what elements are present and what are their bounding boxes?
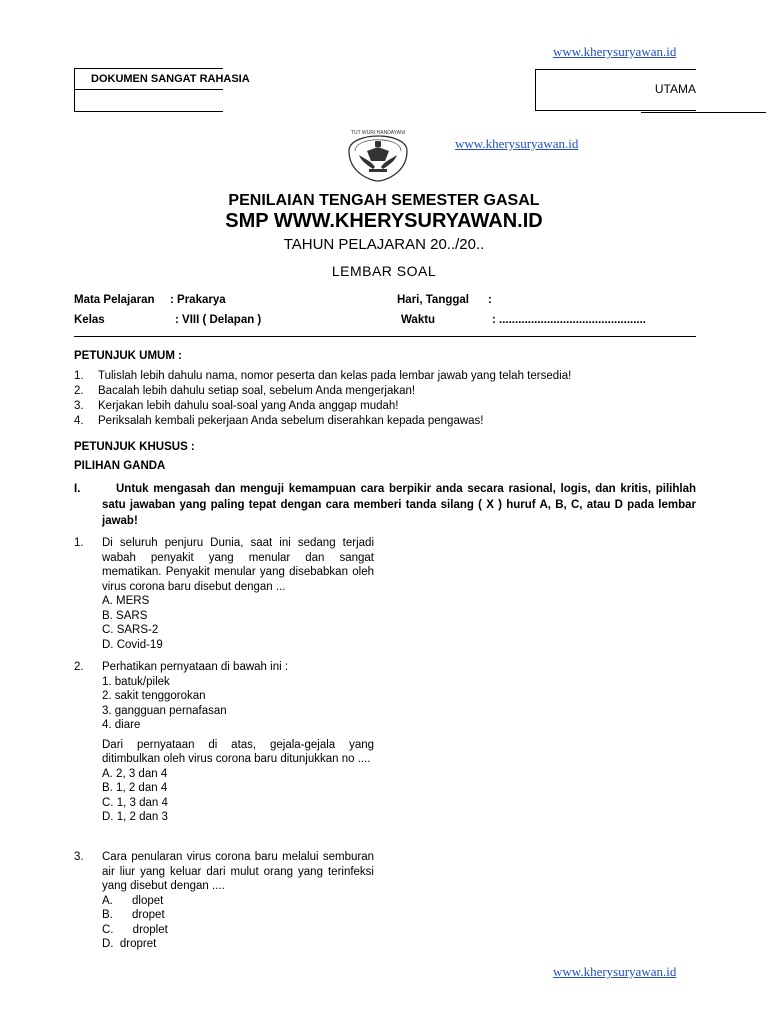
logo-website-link[interactable]: www.kherysuryawan.id bbox=[455, 136, 579, 151]
exam-title: PENILAIAN TENGAH SEMESTER GASAL bbox=[228, 192, 540, 209]
question-3 bbox=[74, 850, 374, 952]
list-item: 3. Kerjakan lebih dahulu soal-soal yang Anda anggap mudah! bbox=[74, 400, 399, 412]
statement-item: 1. batuk/pilek bbox=[102, 675, 170, 688]
question-text: Cara penularan virus corona baru melalui semburan air liur yang keluar dari mulut orang yang terinfeksi yang disebut dengan .... bbox=[102, 851, 374, 892]
option-b[interactable]: B. dropet bbox=[102, 909, 165, 921]
statement-item: 2. sakit tenggorokan bbox=[102, 690, 206, 702]
exam-type-box bbox=[535, 69, 696, 111]
class-value: : VIII ( Delapan ) bbox=[175, 314, 262, 326]
option-d[interactable]: D. Covid-19 bbox=[102, 638, 163, 651]
multiple-choice-instruction bbox=[74, 481, 696, 529]
exam-type-underline bbox=[641, 112, 766, 113]
option-a[interactable]: A. 2, 3 dan 4 bbox=[102, 767, 168, 780]
document-classification-box bbox=[74, 68, 250, 112]
section-title: PILIHAN GANDA bbox=[74, 460, 166, 472]
time-label: Waktu bbox=[401, 314, 436, 326]
subject-value: : Prakarya bbox=[170, 294, 226, 306]
top-website-link[interactable]: www.kherysuryawan.id bbox=[553, 44, 677, 59]
option-a[interactable]: A. dlopet bbox=[102, 894, 164, 907]
option-d[interactable]: D. dropret bbox=[102, 938, 157, 950]
general-instructions-list bbox=[74, 369, 571, 429]
school-name: SMP WWW.KHERYSURYAWAN.ID bbox=[225, 210, 543, 232]
option-c[interactable]: C. 1, 3 dan 4 bbox=[102, 796, 168, 809]
subject-label: Mata Pelajaran bbox=[74, 294, 155, 306]
sheet-label: LEMBAR SOAL bbox=[331, 263, 437, 279]
day-date-value: : bbox=[488, 294, 492, 306]
svg-text:TUT WURI HANDAYANI: TUT WURI HANDAYANI bbox=[350, 130, 406, 136]
statement-item: 3. gangguan pernafasan bbox=[102, 704, 227, 717]
instruction-text: Untuk mengasah dan menguji kemampuan cara berpikir anda secara rasional, logis, dan kritis, pilihlah satu jawaban yang paling tepat dengan cara memberi tanda silang ( X ) huruf A, B, C, atau D pada lembar jawab! bbox=[102, 483, 696, 527]
option-c[interactable]: C. SARS-2 bbox=[102, 624, 159, 636]
question-followup: Dari pernyataan di atas, gejala-gejala yang ditimbulkan oleh virus corona baru ditunjukkan no .... bbox=[102, 738, 374, 765]
question-number: 1. bbox=[74, 537, 84, 549]
specific-instructions-heading: PETUNJUK KHUSUS : bbox=[74, 441, 195, 453]
option-a[interactable]: A. MERS bbox=[102, 595, 150, 607]
question-text: Di seluruh penjuru Dunia, saat ini sedang terjadi wabah penyakit yang menular dan sangat mematikan. Penyakit menular yang disebabkan oleh virus corona baru disebut dengan ... bbox=[102, 537, 374, 593]
question-number: 2. bbox=[74, 661, 84, 673]
box-divider bbox=[75, 89, 223, 90]
class-label: Kelas bbox=[74, 314, 105, 326]
statement-item: 4. diare bbox=[102, 719, 141, 731]
option-d[interactable]: D. 1, 2 dan 3 bbox=[102, 811, 168, 823]
exam-type-label: UTAMA bbox=[654, 82, 696, 96]
section-number: I. bbox=[74, 483, 81, 495]
tut-wuri-handayani-logo bbox=[345, 121, 411, 183]
general-instructions-heading: PETUNJUK UMUM : bbox=[74, 350, 182, 362]
time-value: : .............................................. bbox=[492, 314, 646, 326]
option-b[interactable]: B. SARS bbox=[102, 609, 148, 622]
day-date-label: Hari, Tanggal bbox=[397, 294, 469, 306]
list-item: 1. Tulislah lebih dahulu nama, nomor peserta dan kelas pada lembar jawab yang telah tersedia! bbox=[74, 370, 572, 382]
question-number: 3. bbox=[74, 851, 84, 863]
question-2 bbox=[74, 660, 374, 825]
academic-year: TAHUN PELAJARAN 20../20.. bbox=[283, 236, 485, 253]
list-item: 2. Bacalah lebih dahulu setiap soal, sebelum Anda mengerjakan! bbox=[74, 385, 416, 397]
bottom-website-link[interactable]: www.kherysuryawan.id bbox=[553, 964, 677, 979]
document-classification-label: DOKUMEN SANGAT RAHASIA bbox=[91, 73, 250, 85]
question-text: Perhatikan pernyataan di bawah ini : bbox=[102, 661, 289, 673]
question-1 bbox=[74, 536, 374, 652]
header-rule bbox=[74, 336, 696, 337]
option-b[interactable]: B. 1, 2 dan 4 bbox=[102, 782, 168, 794]
option-c[interactable]: C. droplet bbox=[102, 923, 168, 936]
list-item: 4. Periksalah kembali pekerjaan Anda sebelum diserahkan kepada pengawas! bbox=[74, 415, 484, 427]
